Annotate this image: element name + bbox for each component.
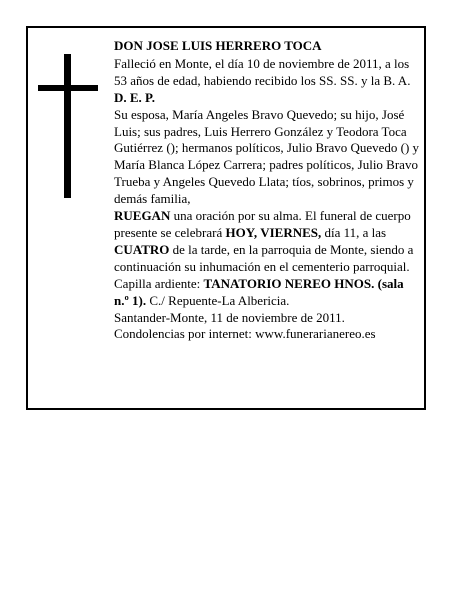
funeral-text-3: de la tarde, en la parroquia de Monte, siendo a continuación su inhumación en el cementerio parroquial. Capilla ardiente:	[114, 241, 414, 291]
rest-in-peace: D. E. P.	[114, 89, 156, 105]
family-list: Su esposa, María Angeles Bravo Quevedo; su hijo, José Luis; sus padres, Luis Herrero González y Teodora Toca Gutiérrez (); hermanos políticos, Julio Bravo Quevedo () y María Blanca López Carrera; padres políticos, Julio Bravo Trueba y Angeles Quevedo Llata; tíos, sobrinos, primos y demás familia,	[114, 106, 420, 207]
cross-horizontal-bar	[38, 85, 98, 91]
latin-cross-icon	[38, 54, 98, 198]
death-details: Falleció en Monte, el día 10 de noviembre de 2011, a los 53 años de edad, habiendo recibido los SS. SS. y la B. A.	[114, 55, 411, 88]
funeral-text-1: una oración por su alma. El funeral de cuerpo presente se celebrará	[114, 208, 411, 240]
cross-vertical-bar	[64, 54, 71, 198]
funeral-hour: CUATRO	[114, 241, 170, 257]
ruegan-label: RUEGAN	[114, 208, 171, 224]
deceased-name: DON JOSE LUIS HERRERO TOCA	[114, 38, 322, 53]
obituary-text	[114, 38, 420, 343]
funeral-day: HOY, VIERNES,	[225, 224, 322, 240]
funeral-text-4: C./ Repuente-La Albericia.	[146, 292, 290, 308]
funeral-text-2: día 11, a las	[321, 224, 387, 240]
chapel-name: TANATORIO NEREO HNOS. (sala n.º 1).	[114, 275, 404, 308]
condolences-line: Condolencias por internet: www.funerarianereo.es	[114, 326, 376, 342]
funeral-details	[114, 208, 420, 309]
place-date: Santander-Monte, 11 de noviembre de 2011.	[114, 309, 345, 325]
